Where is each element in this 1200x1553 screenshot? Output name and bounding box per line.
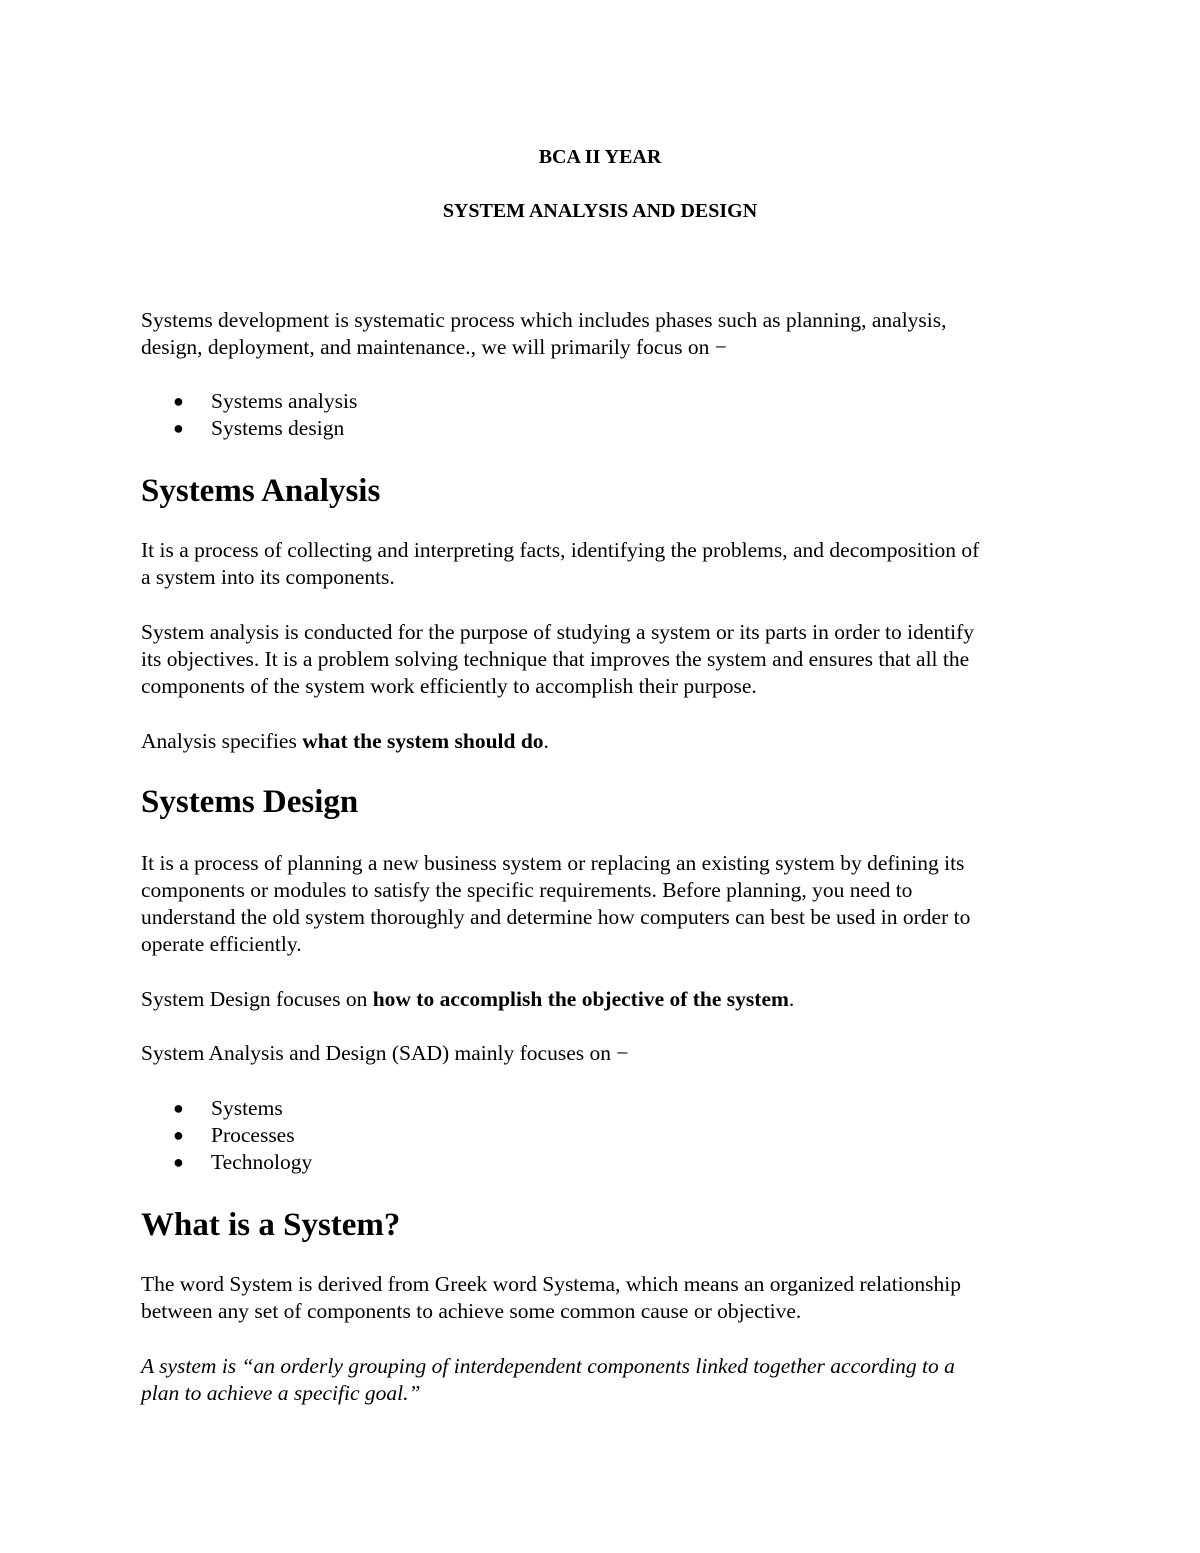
bullet-icon: ● — [173, 1098, 184, 1118]
what-is-system-heading: What is a System? — [141, 1207, 401, 1243]
analysis-paragraph-1: It is a process of collecting and interpreting facts, identifying the problems, and decomposition of a system into its components. — [141, 538, 980, 589]
list-item: ● Processes — [173, 1123, 295, 1147]
design-paragraph-2: System Design focuses on how to accomplish the objective of the system. — [141, 987, 795, 1011]
list-item: ● Systems — [173, 1096, 283, 1120]
intro-bullet-list — [141, 388, 357, 442]
systems-analysis-heading: Systems Analysis — [141, 473, 381, 509]
system-definition-quote: A system is “an orderly grouping of interdependent components linked together according to a plan to achieve a specific goal.” — [141, 1354, 955, 1405]
intro-line-2: design, deployment, and maintenance., we will primarily focus on − — [141, 335, 727, 359]
list-item: ● Technology — [173, 1150, 313, 1174]
list-item: ● Systems design — [173, 416, 345, 440]
bullet-icon: ● — [173, 1152, 184, 1172]
bullet-icon: ● — [173, 391, 184, 411]
analysis-paragraph-3: Analysis specifies what the system should do. — [141, 729, 549, 753]
design-paragraph-3: System Analysis and Design (SAD) mainly focuses on − — [141, 1041, 629, 1065]
system-paragraph-1: The word System is derived from Greek word Systema, which means an organized relationship between any set of components to achieve some common cause or objective. — [141, 1272, 961, 1323]
analysis-paragraph-2: System analysis is conducted for the purpose of studying a system or its parts in order to identify its objectives. It is a problem solving technique that improves the system and ensures that all the components of the system work efficiently to accomplish their purpose. — [141, 620, 974, 698]
list-item: ● Systems analysis — [173, 389, 358, 413]
intro-paragraph — [141, 307, 947, 361]
bullet-icon: ● — [173, 1125, 184, 1145]
systems-design-heading: Systems Design — [141, 784, 359, 820]
subject-title: SYSTEM ANALYSIS AND DESIGN — [442, 200, 758, 222]
course-year-title: BCA II YEAR — [538, 146, 662, 168]
bullet-icon: ● — [173, 418, 184, 438]
intro-line-1: Systems development is systematic process which includes phases such as planning, analysis, — [141, 308, 947, 332]
design-paragraph-1: It is a process of planning a new business system or replacing an existing system by defining its components or modules to satisfy the specific requirements. Before planning, you need to understand the old system thoroughly and determine how computers can best be used in order to operate efficiently. — [141, 851, 971, 956]
sad-bullet-list — [141, 1095, 312, 1176]
